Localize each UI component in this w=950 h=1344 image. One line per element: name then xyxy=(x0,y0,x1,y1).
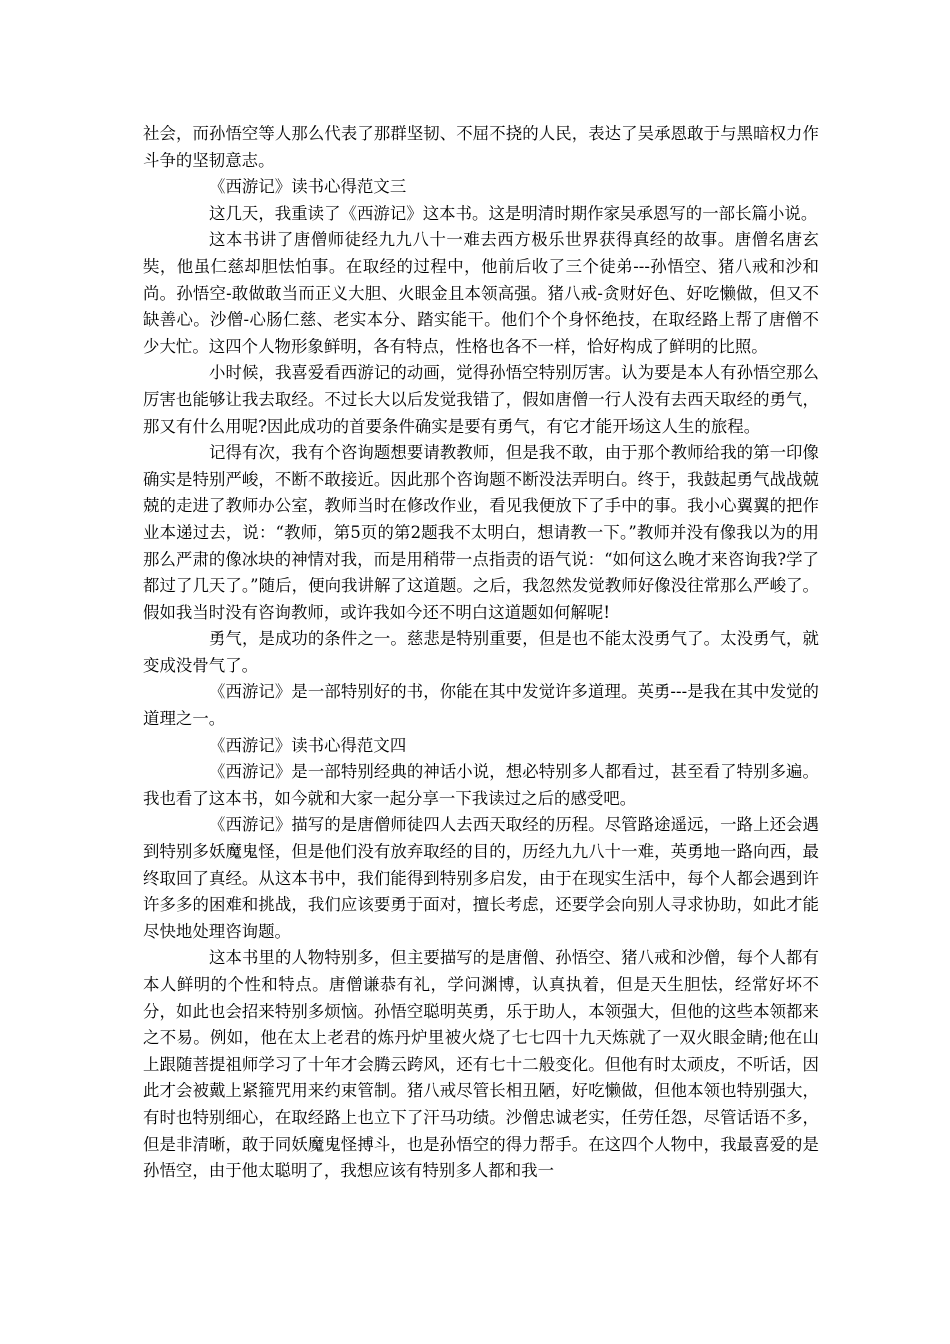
paragraph: 《西游记》是一部特别好的书，你能在其中发觉许多道理。英勇---是我在其中发觉的道理之一。 xyxy=(143,682,819,729)
paragraph: 《西游记》描写的是唐僧师徒四人去西天取经的历程。尽管路途遥远，一路上还会遇到特别多妖魔鬼怪，但是他们没有放弃取经的目的，历经九九八十一难，英勇地一路向西，最终取回了真经。从这本书中，我们能得到特别多启发，由于在现实生活中，每个人都会遇到许许多多的困难和挑战，我们应该要勇于面对，擅长考虑，还要学会向别人寻求协助，如此才能尽快地处理咨询题。 xyxy=(143,815,819,941)
paragraph: 勇气，是成功的条件之一。慈悲是特别重要，但是也不能太没勇气了。太没勇气，就变成没骨气了。 xyxy=(143,629,819,675)
paragraph: 社会，而孙悟空等人那么代表了那群坚韧、不屈不挠的人民，表达了吴承恩敢于与黑暗权力作斗争的坚韧意志。 xyxy=(143,124,819,170)
paragraph: 这本书里的人物特别多，但主要描写的是唐僧、孙悟空、猪八戒和沙僧，每个人都有本人鲜明的个性和特点。唐僧谦恭有礼，学问渊博，认真执着，但是天生胆怯，经常好坏不分，如此也会招来特别多烦恼。孙悟空聪明英勇，乐于助人，本领强大，但他的这些本领都来之不易。例如，他在太上老君的炼丹炉里被火烧了七七四十九天炼就了一双火眼金睛;他在山上跟随菩提祖师学习了十年才会腾云跨风，还有七十二般变化。但他有时太顽皮，不听话，因此才会被戴上紧箍咒用来约束管制。猪八戒尽管长相丑陋，好吃懒做，但他本领也特别强大，有时也特别细心，在取经路上也立下了汗马功绩。沙僧忠诚老实，任劳任怨，尽管话语不多，但是非清晰，敢于同妖魔鬼怪搏斗，也是孙悟空的得力帮手。在这四个人物中，我最喜爱的是孙悟空，由于他太聪明了，我想应该有特别多人都和我一 xyxy=(143,948,819,1181)
paragraph: 《西游记》是一部特别经典的神话小说，想必特别多人都看过，甚至看了特别多遍。我也看了这本书，如今就和大家一起分享一下我读过之后的感受吧。 xyxy=(143,762,819,808)
section-heading: 《西游记》读书心得范文三 xyxy=(209,177,407,197)
document-page xyxy=(143,121,819,1185)
paragraph: 这几天，我重读了《西游记》这本书。这是明清时期作家吴承恩写的一部长篇小说。 xyxy=(209,203,818,223)
paragraph: 记得有次，我有个咨询题想要请教教师，但是我不敢，由于那个教师给我的第一印像确实是特别严峻，不断不敢接近。因此那个咨询题不断没法弄明白。终于，我鼓起勇气战战兢兢的走进了教师办公室，教师当时在修改作业，看见我便放下了手中的事。我小心翼翼的把作业本递过去，说：“教师，第5页的第2题我不太明白，想请教一下。”教师并没有像我以为的用那么严肃的像冰块的神情对我，而是用稍带一点指责的语气说：“如何这么晚才来咨询我?学了都过了几天了。”随后，便向我讲解了这道题。之后，我忽然发觉教师好像没往常那么严峻了。假如我当时没有咨询教师，或许我如今还不明白这道题如何解呢! xyxy=(143,443,819,622)
paragraph: 小时候，我喜爱看西游记的动画，觉得孙悟空特别厉害。认为要是本人有孙悟空那么厉害也能够让我去取经。不过长大以后发觉我错了，假如唐僧一行人没有去西天取经的勇气，那又有什么用呢?因此成功的首要条件确实是要有勇气，有它才能开场这人生的旅程。 xyxy=(143,363,819,436)
section-heading: 《西游记》读书心得范文四 xyxy=(209,735,407,755)
paragraph: 这本书讲了唐僧师徒经九九八十一难去西方极乐世界获得真经的故事。唐僧名唐玄奘，他虽仁慈却胆怯怕事。在取经的过程中，他前后收了三个徒弟---孙悟空、猪八戒和沙和尚。孙悟空-敢做敢当而正义大胆、火眼金且本领高强。猪八戒-贪财好色、好吃懒做，但又不缺善心。沙僧-心肠仁慈、老实本分、踏实能干。他们个个身怀绝技，在取经路上帮了唐僧不少大忙。这四个人物形象鲜明，各有特点，性格也各不一样，恰好构成了鲜明的比照。 xyxy=(143,230,819,356)
